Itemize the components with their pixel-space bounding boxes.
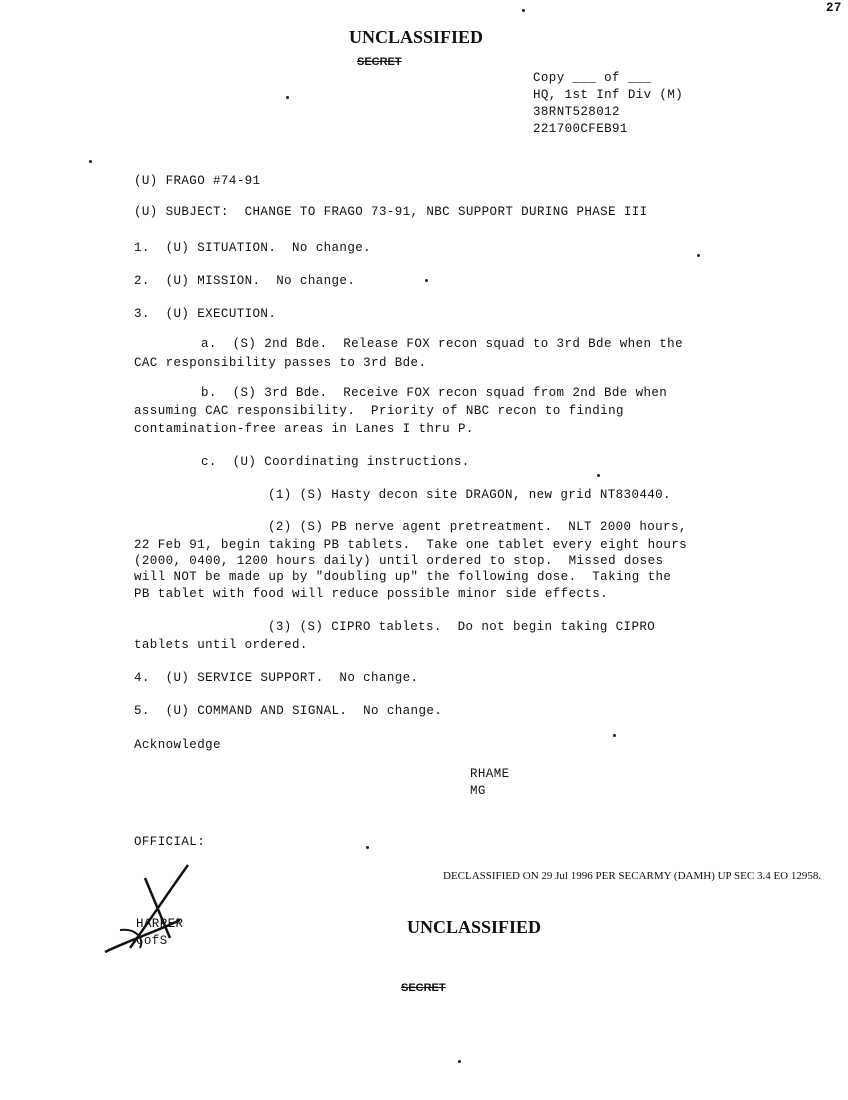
page-number: 27 [826, 1, 842, 15]
date-time-group: 221700CFEB91 [533, 122, 628, 136]
frago-number: (U) FRAGO #74-91 [134, 174, 261, 188]
signature-name: RHAME [470, 767, 510, 781]
scan-speck [366, 846, 369, 849]
signature-rank: MG [470, 784, 486, 798]
instruction-3-line-1: (3) (S) CIPRO tablets. Do not begin taking CIPRO [268, 620, 656, 634]
official-sig-title: CofS [136, 934, 168, 948]
declassification-note: DECLASSIFIED ON 29 Jul 1996 PER SECARMY (DAMH) UP SEC 3.4 EO 12958. [443, 870, 822, 882]
copy-line: Copy ___ of ___ [533, 71, 652, 85]
instruction-2-line-5: PB tablet with food will reduce possible minor side effects. [134, 587, 609, 601]
execution-a-line-2: CAC responsibility passes to 3rd Bde. [134, 356, 427, 370]
instruction-1: (1) (S) Hasty decon site DRAGON, new grid NT830440. [268, 488, 671, 502]
official-sig-name: HARPER [136, 917, 184, 931]
execution-b-line-1: b. (S) 3rd Bde. Receive FOX recon squad from 2nd Bde when [201, 386, 668, 400]
old-marking-bottom: SECRET [401, 982, 446, 994]
instruction-2-line-3: (2000, 0400, 1200 hours daily) until ordered to stop. Missed doses [134, 554, 664, 568]
classification-bottom: UNCLASSIFIED [407, 917, 542, 937]
classification-top: UNCLASSIFIED [349, 27, 484, 47]
instruction-2-line-2: 22 Feb 91, begin taking PB tablets. Take one tablet every eight hours [134, 538, 688, 552]
official-label: OFFICIAL: [134, 835, 206, 849]
handwritten-initials-icon [100, 860, 210, 960]
instruction-2-line-1: (2) (S) PB nerve agent pretreatment. NLT 2000 hours, [268, 520, 687, 534]
coordinating-heading: c. (U) Coordinating instructions. [201, 455, 470, 469]
instruction-3-line-2: tablets until ordered. [134, 638, 308, 652]
execution-heading: 3. (U) EXECUTION. [134, 307, 277, 321]
acknowledge-line: Acknowledge [134, 738, 221, 752]
reference-number: 38RNT528012 [533, 105, 620, 119]
execution-b-line-2: assuming CAC responsibility. Priority of NBC recon to finding [134, 404, 624, 418]
subject-line: (U) SUBJECT: CHANGE TO FRAGO 73-91, NBC SUPPORT DURING PHASE III [134, 205, 648, 219]
service-support-paragraph: 4. (U) SERVICE SUPPORT. No change. [134, 671, 419, 685]
scan-speck [425, 279, 428, 282]
scan-speck [613, 734, 616, 737]
scan-speck [597, 474, 600, 477]
situation-paragraph: 1. (U) SITUATION. No change. [134, 241, 372, 255]
old-marking-top: SECRET [357, 56, 402, 68]
execution-b-line-3: contamination-free areas in Lanes I thru P. [134, 422, 474, 436]
execution-a-line-1: a. (S) 2nd Bde. Release FOX recon squad to 3rd Bde when the [201, 337, 683, 351]
mission-paragraph: 2. (U) MISSION. No change. [134, 274, 356, 288]
unit-line: HQ, 1st Inf Div (M) [533, 88, 684, 102]
scan-speck [697, 254, 700, 257]
scan-speck [458, 1060, 461, 1063]
command-signal-paragraph: 5. (U) COMMAND AND SIGNAL. No change. [134, 704, 443, 718]
instruction-2-line-4: will NOT be made up by "doubling up" the following dose. Taking the [134, 570, 672, 584]
scan-speck [286, 96, 289, 99]
scan-speck [89, 160, 92, 163]
scan-speck [522, 9, 525, 12]
